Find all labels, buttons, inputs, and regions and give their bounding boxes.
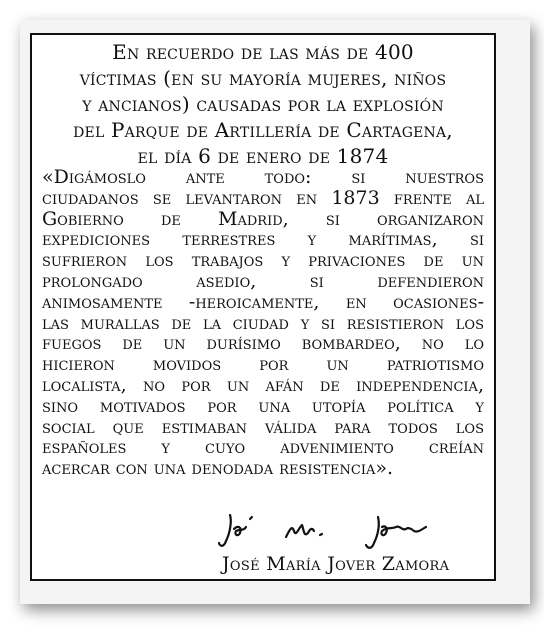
quote-line: social que estimaban válida para todos los	[42, 415, 484, 438]
quote-line: Gobierno de Madrid, si organizaron	[42, 207, 484, 230]
heading-line: el día 6 de enero de 1874	[137, 144, 389, 168]
heading-line: En recuerdo de las más de 400	[112, 40, 414, 64]
quote-line: hicieron movidos por un patriotismo	[42, 353, 484, 376]
quote-line: las murallas de la ciudad y si resistieron los	[42, 311, 484, 334]
quote-line: fuegos de un durísimo bombardeo, no lo	[42, 332, 484, 355]
heading-line: y ancianos) causadas por la explosión	[82, 92, 444, 116]
heading-line: víctimas (en su mayoría mujeres, niños	[79, 66, 447, 90]
quote-line: españoles y cuyo advenimiento creían	[42, 436, 484, 459]
quote-line: expediciones terrestres y marítimas, si	[42, 228, 484, 251]
dedication-heading	[42, 39, 484, 169]
signature-name: José María Jover Zamora	[222, 553, 450, 575]
quote-line: «Digámoslo ante todo: si nuestros	[42, 166, 484, 188]
commemorative-plaque	[30, 33, 496, 581]
quotation-text	[42, 167, 484, 479]
handwritten-signature	[216, 507, 456, 555]
quote-line: prolongado asedio, si defendieron	[42, 269, 484, 292]
heading-line: del Parque de Artillería de Cartagena,	[73, 118, 453, 142]
quote-line: acercar con una denodada resistencia».	[42, 457, 394, 480]
quote-line: ciudadanos se levantaron en 1873 frente al	[42, 186, 484, 209]
quote-line: animosamente -heroicamente, en ocasiones-	[42, 290, 484, 313]
quote-line: sino motivados por una utopía política y	[42, 394, 484, 417]
quote-line: sufrieron los trabajos y privaciones de un	[42, 249, 484, 272]
quote-line: localista, no por un afán de independencia,	[42, 373, 484, 396]
